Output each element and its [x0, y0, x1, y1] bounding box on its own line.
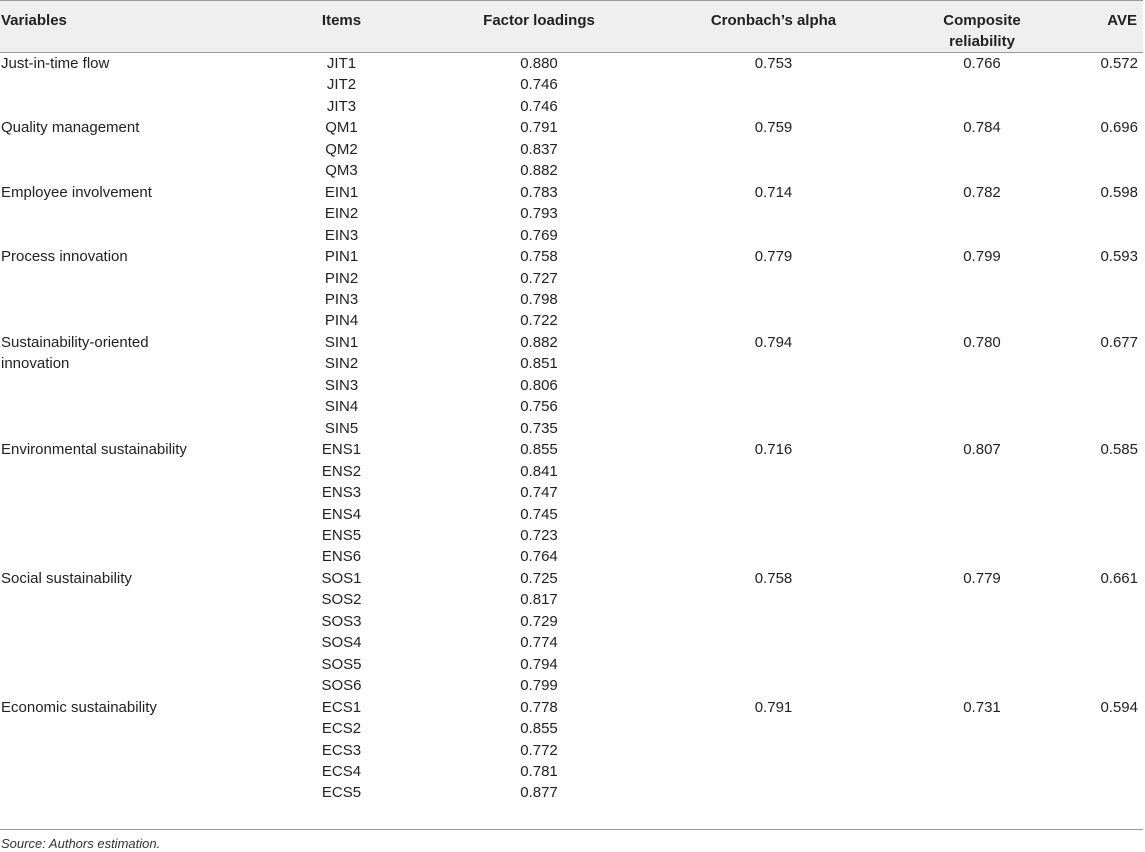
composite-reliability-value: 0.784 — [963, 119, 1001, 137]
ave-value: 0.661 — [1100, 569, 1138, 587]
item-code: JIT2 — [326, 76, 357, 94]
item-code: SOS4 — [321, 634, 362, 652]
item-code: SOS5 — [321, 655, 362, 673]
cronbachs-alpha-value: 0.753 — [754, 55, 793, 72]
header-row — [0, 1, 1143, 53]
item-code: ECS2 — [321, 720, 362, 738]
table-row — [0, 182, 1143, 203]
ave-value: 0.696 — [1100, 119, 1138, 137]
item-code: SIN5 — [324, 419, 359, 437]
item-code: PIN2 — [324, 269, 359, 287]
ave-value: 0.594 — [1100, 698, 1138, 716]
variable-name-line: innovation — [1, 355, 70, 373]
item-code: PIN3 — [324, 290, 359, 308]
cronbachs-alpha-value: 0.791 — [754, 698, 793, 716]
cronbachs-alpha-value: 0.758 — [754, 569, 793, 587]
factor-loading: 0.756 — [520, 398, 558, 416]
factor-loading: 0.746 — [520, 97, 558, 115]
factor-loading: 0.851 — [520, 355, 558, 373]
factor-loading: 0.727 — [520, 269, 558, 287]
header-cronbachs-alpha: Cronbach’s alpha — [670, 1, 877, 53]
variable-name-line: Quality management — [1, 119, 140, 137]
variable-name-line: Economic sustainability — [1, 698, 157, 716]
item-code: PIN1 — [324, 248, 359, 266]
item-code: EIN1 — [324, 183, 359, 201]
variable-name — [0, 332, 275, 439]
factor-loading: 0.723 — [520, 526, 558, 544]
item-code: ENS5 — [321, 526, 362, 544]
header-factor-loadings: Factor loadings — [408, 1, 670, 53]
header-cr-line2: reliability — [949, 33, 1015, 50]
header-composite-reliability — [877, 1, 1087, 53]
item-code: ENS2 — [321, 462, 362, 480]
factor-loading: 0.794 — [520, 655, 558, 673]
table-row — [0, 246, 1143, 267]
item-code: SIN4 — [324, 398, 359, 416]
table-row — [0, 697, 1143, 718]
factor-loading: 0.791 — [520, 119, 558, 137]
factor-loading: 0.764 — [520, 548, 558, 566]
ave-value: 0.598 — [1100, 183, 1138, 201]
table-bottom-rule — [0, 829, 1143, 830]
item-code: ECS3 — [321, 741, 362, 759]
composite-reliability-value: 0.731 — [963, 698, 1001, 716]
item-code: ECS4 — [321, 762, 362, 780]
factor-loading: 0.841 — [520, 462, 558, 480]
variable-name-line: Process innovation — [1, 248, 128, 266]
table-row — [0, 439, 1143, 460]
variable-name-line: Sustainability-oriented — [1, 333, 149, 351]
header-cr-line1: Composite — [943, 12, 1021, 29]
table-row — [0, 332, 1143, 353]
header-ave: AVE — [1087, 1, 1143, 53]
factor-loading: 0.758 — [520, 248, 558, 266]
item-code: QM2 — [325, 140, 358, 158]
factor-loading: 0.882 — [520, 162, 558, 180]
cronbachs-alpha-value: 0.794 — [754, 333, 793, 351]
composite-reliability-value: 0.782 — [963, 183, 1001, 201]
factor-loading: 0.729 — [520, 612, 558, 630]
variable-name — [0, 246, 275, 332]
cronbachs-alpha-value: 0.714 — [754, 183, 793, 201]
table-header — [0, 1, 1143, 53]
factor-loading: 0.747 — [520, 484, 558, 502]
ave-value: 0.572 — [1100, 55, 1138, 72]
table-row — [0, 568, 1143, 589]
factor-loading: 0.783 — [520, 183, 558, 201]
composite-reliability-value: 0.779 — [963, 569, 1001, 587]
item-code: ENS1 — [321, 441, 362, 459]
item-code: QM3 — [325, 162, 358, 180]
header-variables: Variables — [0, 1, 275, 53]
factor-loading: 0.735 — [520, 419, 558, 437]
factor-loading: 0.880 — [520, 55, 558, 72]
table-body — [0, 53, 1143, 806]
item-code: JIT1 — [326, 55, 357, 72]
factor-loading: 0.769 — [520, 226, 558, 244]
factor-loading: 0.781 — [520, 762, 558, 780]
ave-value: 0.677 — [1100, 333, 1138, 351]
ave-value: 0.593 — [1100, 248, 1138, 266]
factor-loading: 0.798 — [520, 290, 558, 308]
table-row — [0, 117, 1143, 138]
variable-name-line: Environmental sustainability — [1, 441, 187, 459]
cronbachs-alpha-value: 0.779 — [754, 248, 793, 266]
factor-loading: 0.746 — [520, 76, 558, 94]
cronbachs-alpha-value: 0.759 — [754, 119, 793, 137]
variable-name — [0, 182, 275, 246]
factor-loading: 0.799 — [520, 677, 558, 695]
variable-name — [0, 53, 275, 118]
table-row — [0, 53, 1143, 75]
item-code: SIN3 — [324, 376, 359, 394]
factor-loading: 0.817 — [520, 591, 558, 609]
item-code: EIN3 — [324, 226, 359, 244]
variable-name — [0, 117, 275, 181]
variable-name-line: Employee involvement — [1, 183, 152, 201]
ave-value: 0.585 — [1100, 441, 1138, 459]
source-note: Source: Authors estimation. — [1, 836, 161, 851]
factor-loading: 0.722 — [520, 312, 558, 330]
item-code: SIN2 — [324, 355, 359, 373]
item-code: ECS1 — [321, 698, 362, 716]
factor-loading: 0.778 — [520, 698, 558, 716]
variable-name — [0, 568, 275, 697]
item-code: ENS3 — [321, 484, 362, 502]
item-code: SOS1 — [321, 569, 362, 587]
item-code: SIN1 — [324, 333, 359, 351]
factor-loading: 0.793 — [520, 205, 558, 223]
item-code: ENS4 — [321, 505, 362, 523]
factor-loading: 0.745 — [520, 505, 558, 523]
item-code: ECS5 — [321, 784, 362, 802]
factor-loading: 0.772 — [520, 741, 558, 759]
factor-loading: 0.877 — [520, 784, 558, 802]
factor-loading: 0.806 — [520, 376, 558, 394]
variable-name-line: Social sustainability — [1, 569, 132, 587]
factor-loading: 0.837 — [520, 140, 558, 158]
factor-loading: 0.855 — [520, 441, 558, 459]
item-code: JIT3 — [326, 97, 357, 115]
item-code: PIN4 — [324, 312, 359, 330]
composite-reliability-value: 0.799 — [963, 248, 1001, 266]
composite-reliability-value: 0.766 — [963, 55, 1001, 72]
item-code: SOS2 — [321, 591, 362, 609]
factor-loading: 0.882 — [520, 333, 558, 351]
cronbachs-alpha-value: 0.716 — [754, 441, 793, 459]
variable-name — [0, 439, 275, 568]
header-items: Items — [275, 1, 408, 53]
composite-reliability-value: 0.807 — [963, 441, 1001, 459]
factor-loading: 0.725 — [520, 569, 558, 587]
variable-name-line: Just-in-time flow — [1, 55, 110, 72]
item-code: QM1 — [325, 119, 358, 137]
item-code: ENS6 — [321, 548, 362, 566]
item-code: EIN2 — [324, 205, 359, 223]
factor-loading: 0.774 — [520, 634, 558, 652]
item-code: SOS6 — [321, 677, 362, 695]
composite-reliability-value: 0.780 — [963, 333, 1001, 351]
item-code: SOS3 — [321, 612, 362, 630]
variable-name — [0, 697, 275, 806]
factor-loading: 0.855 — [520, 720, 558, 738]
